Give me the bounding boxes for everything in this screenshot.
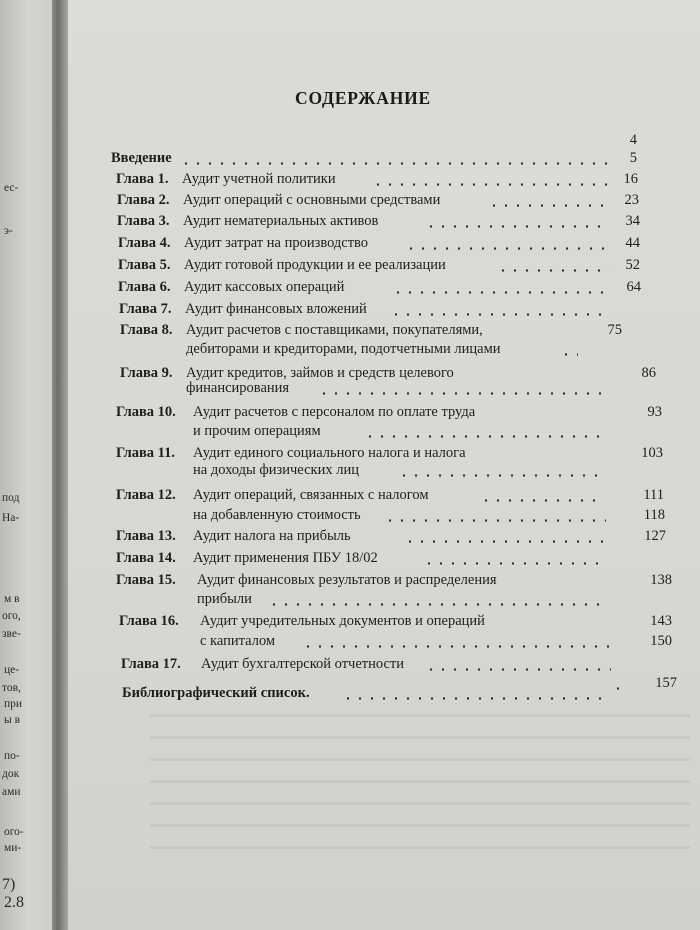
toc-page: 64: [626, 279, 641, 295]
toc-label: Глава 13.: [116, 528, 176, 544]
left-page-fragment: 7): [2, 876, 16, 893]
toc-title: Аудит расчетов с поставщиками, покупателями,: [186, 322, 483, 338]
toc-title-line2: на доходы физических лиц: [193, 462, 359, 478]
toc-label: Глава 12.: [116, 487, 176, 503]
leader-dots: [318, 392, 610, 395]
toc-page: 4: [629, 132, 637, 148]
bleed-through-text: [150, 705, 690, 865]
toc-label: Глава 2.: [117, 192, 170, 208]
toc-row-continuation: [0, 462, 700, 482]
toc-row: [0, 322, 700, 342]
toc-row: [0, 301, 700, 321]
toc-title-line2: на добавленную стоимость: [193, 507, 361, 523]
left-page-fragment: тов,: [2, 682, 21, 694]
left-page-fragment: при: [4, 698, 23, 710]
leader-dots: [404, 540, 606, 543]
toc-title-line2: дебиторами и кредиторами, подотчетными лицами: [186, 341, 501, 357]
toc-label: Глава 5.: [118, 257, 171, 273]
toc-row: [0, 257, 700, 277]
toc-row-continuation: [0, 507, 700, 527]
toc-row: [0, 404, 700, 424]
toc-row: [0, 235, 700, 255]
toc-page: 103: [641, 445, 663, 461]
left-page-fragment: На-: [2, 512, 20, 524]
toc-page: 118: [643, 507, 665, 523]
toc-row: [0, 613, 700, 633]
toc-page: 75: [607, 322, 622, 338]
leader-dots: [480, 499, 600, 502]
toc-label: Введение: [111, 150, 172, 166]
leader-dots: [302, 645, 610, 648]
leader-dots: [560, 353, 578, 356]
toc-label: Глава 17.: [121, 656, 181, 672]
toc-row: [0, 132, 700, 152]
toc-title: Аудит кассовых операций: [184, 279, 345, 295]
toc-title: Аудит нематериальных активов: [183, 213, 379, 229]
left-page-fragment: 2.8: [4, 894, 24, 911]
toc-page: 23: [624, 192, 639, 208]
toc-label: Глава 8.: [120, 322, 173, 338]
toc-page: 86: [641, 365, 656, 381]
left-page-fragment: ого,: [2, 610, 21, 622]
toc-row: [0, 213, 700, 233]
toc-row: [0, 150, 700, 170]
toc-title: Аудит бухгалтерской отчетности: [201, 656, 405, 672]
toc-label: Глава 9.: [120, 365, 173, 381]
toc-row: [0, 192, 700, 212]
toc-title-line2: и прочим операциям: [193, 423, 321, 439]
toc-page: 143: [650, 613, 672, 629]
toc-page: 138: [650, 572, 672, 588]
toc-label: Глава 15.: [116, 572, 176, 588]
toc-title-line2: финансирования: [186, 380, 290, 396]
left-page-fragment: по-: [4, 750, 20, 762]
leader-dots: [392, 291, 610, 294]
toc-label: Глава 3.: [117, 213, 170, 229]
toc-row: [0, 572, 700, 592]
toc-title: Аудит учетной политики: [182, 171, 336, 187]
toc-title: Аудит налога на прибыль: [193, 528, 351, 544]
toc-label: Глава 4.: [118, 235, 171, 251]
toc-row: [0, 528, 700, 548]
toc-row-continuation: [0, 341, 700, 361]
toc-row: [0, 685, 700, 705]
leader-dots: [398, 474, 602, 477]
left-page-fragment: зве-: [2, 628, 21, 640]
leader-dots: [268, 603, 608, 606]
toc-page: 93: [647, 404, 662, 420]
left-page-fragment: под: [2, 492, 20, 504]
toc-label: Глава 10.: [116, 404, 176, 420]
toc-row-continuation: [0, 591, 700, 611]
leader-dots: [390, 313, 610, 316]
left-page-fragment: це-: [4, 664, 20, 676]
toc-page: 127: [644, 528, 666, 544]
toc-row: [0, 279, 700, 299]
toc-label: Глава 11.: [116, 445, 176, 461]
toc-title: Аудит затрат на производство: [184, 235, 369, 251]
toc-page: 111: [643, 487, 664, 503]
toc-title-line2: прибыли: [197, 591, 252, 607]
toc-page: 52: [625, 257, 640, 273]
toc-page: 5: [629, 150, 637, 166]
toc-label: Глава 1.: [116, 171, 169, 187]
left-page-fragment: док: [2, 768, 20, 780]
leader-dots: [180, 162, 610, 165]
leader-dots: [372, 183, 610, 186]
page-title: СОДЕРЖАНИЕ: [295, 88, 432, 108]
toc-title: Аудит единого социального налога и налога: [193, 445, 466, 461]
toc-title: Аудит расчетов с персоналом по оплате труда: [193, 404, 476, 420]
leader-dots: [425, 668, 611, 671]
toc-label: Глава 14.: [116, 550, 176, 566]
toc-title: Аудит операций, связанных с налогом: [193, 487, 429, 503]
left-page-fragment: ес-: [4, 182, 19, 194]
toc-row-continuation: [0, 380, 700, 400]
leader-dots: [364, 435, 602, 438]
toc-title: Аудит готовой продукции и ее реализации: [184, 257, 446, 273]
toc-title: Аудит финансовых вложений: [185, 301, 367, 317]
toc-row-continuation: [0, 633, 700, 653]
toc-row-continuation: [0, 423, 700, 443]
left-page-fragment: м в: [4, 593, 20, 605]
toc-page: 157: [655, 675, 677, 691]
toc-page: 44: [625, 235, 640, 251]
toc-title: Аудит учредительных документов и операций: [200, 613, 485, 629]
toc-title: Аудит операций с основными средствами: [183, 192, 441, 208]
toc-label: Глава 16.: [119, 613, 179, 629]
leader-dots: [384, 519, 606, 522]
toc-title: Аудит кредитов, займов и средств целевого: [186, 365, 454, 381]
leader-dots: [342, 697, 606, 700]
left-page-fragment: ого-: [4, 826, 24, 838]
toc-page: 34: [625, 213, 640, 229]
toc-page: 150: [650, 633, 672, 649]
left-page-fragment: ами: [2, 786, 21, 798]
toc-title: Аудит финансовых результатов и распределения: [197, 572, 497, 588]
leader-dots: [423, 562, 605, 565]
toc-label: Глава 6.: [118, 279, 171, 295]
left-page-fragment: э-: [4, 225, 13, 237]
left-page-fragment: ы в: [4, 714, 21, 726]
toc-label: Библиографический список.: [122, 685, 310, 701]
toc-label: Глава 7.: [119, 301, 172, 317]
left-page-fragment: ми-: [4, 842, 22, 854]
toc-title: Аудит применения ПБУ 18/02: [193, 550, 378, 566]
toc-title-line2: с капиталом: [200, 633, 276, 649]
toc-page: 16: [623, 171, 638, 187]
toc-row: [0, 550, 700, 570]
toc-row: [0, 487, 700, 507]
toc-row: [0, 656, 700, 676]
toc-row: [0, 171, 700, 191]
